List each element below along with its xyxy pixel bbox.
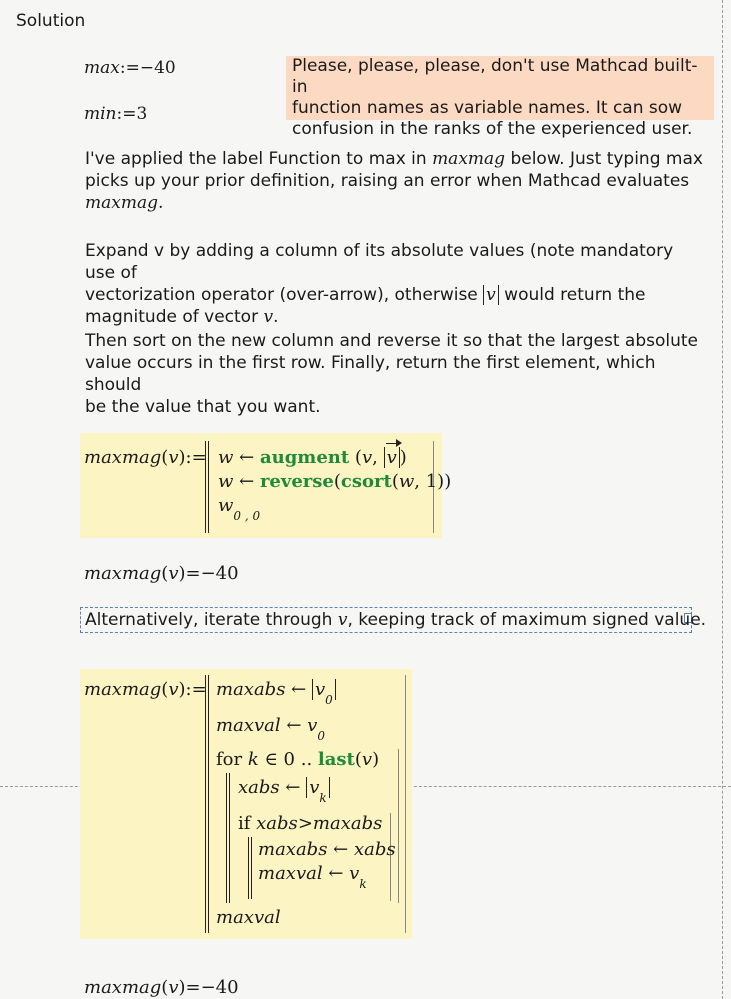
prog2-l7-var: maxval xyxy=(258,863,323,884)
para1-math-d: maxmag xyxy=(85,193,158,213)
para2-text-a: Expand v by adding a column of its absolute values (note mandatory use of xyxy=(85,241,674,283)
prog2-line-2: maxval ← $v_0$ xyxy=(216,715,325,743)
max-value: −40 xyxy=(139,58,176,78)
note-line-1: Please, please, please, don't use Mathcad built-in xyxy=(292,56,698,97)
alt-text-a: Alternatively, iterate through xyxy=(85,610,338,630)
alternative-text-region[interactable] xyxy=(80,607,707,633)
for-keyword: for xyxy=(216,749,243,770)
result-2[interactable]: maxmag(v)=−40 xyxy=(84,977,239,998)
prog2-line-1: maxabs ← $v_0$ xyxy=(216,679,336,700)
para1-text-a: I've applied the label Function to max in xyxy=(85,149,433,169)
prog2-arg: v xyxy=(168,679,179,700)
prog2-for-line: for k ∈ 0 .. last(v) xyxy=(216,749,380,770)
prog1-bar xyxy=(205,441,209,533)
for-range: ∈ 0 .. xyxy=(264,749,313,770)
para2-text-d: magnitude of vector xyxy=(85,307,264,327)
prog2-line-4: xabs ← $v_k$ xyxy=(238,777,330,798)
prog1-l2-a: w xyxy=(398,471,415,492)
max-definition[interactable] xyxy=(84,58,176,78)
prog1-name: maxmag xyxy=(84,447,162,468)
prog2-signature: maxmag(v):= xyxy=(84,679,207,700)
min-value: 3 xyxy=(136,104,148,124)
prog2-outer-right-bar xyxy=(405,675,406,933)
alt-text-b: , keeping track of maximum signed value. xyxy=(347,610,707,630)
note-line-3: confusion in the ranks of the experienced user. xyxy=(292,119,693,139)
prog1-l1-absv: v xyxy=(384,447,400,468)
para2-math-v: v xyxy=(263,307,274,327)
prog2-l1-var: maxabs xyxy=(216,679,286,700)
prog1-l3-sub: 0 , 0 xyxy=(233,509,261,523)
abs-v: v xyxy=(483,285,499,305)
result1-name: maxmag xyxy=(84,563,162,584)
prog2-l1-v: v xyxy=(314,679,326,700)
para2-text-b: vectorization operator (over-arrow), otherwise xyxy=(85,285,484,305)
result2-name: maxmag xyxy=(84,977,162,998)
prog1-line-3 xyxy=(218,495,261,523)
prog2-return-var: maxval xyxy=(216,907,281,928)
prog2-outer-bar xyxy=(205,675,209,933)
prog2-line-7: maxval ← $v_k$ xyxy=(258,863,367,891)
result-1[interactable]: maxmag(v)=−40 xyxy=(84,563,239,584)
prog2-name: maxmag xyxy=(84,679,162,700)
prog1-l1-var: w xyxy=(218,447,234,468)
if-keyword: if xyxy=(238,813,251,834)
alt-math-v: v xyxy=(337,610,348,630)
prog2-l2-v: v xyxy=(307,715,318,736)
paragraph-label-function[interactable] xyxy=(85,148,705,214)
para1-tail: . xyxy=(157,193,164,213)
para3-text-b: value occurs in the first row. Finally, return the first element, which should xyxy=(85,353,656,395)
prog1-l3-var: w xyxy=(218,495,234,516)
prog1-line-2: w ← reverse(csort(w, 1)) xyxy=(218,471,452,492)
para3-text-c: be the value that you want. xyxy=(85,397,321,417)
prog2-for-bar xyxy=(226,773,230,903)
prog2-l7-v: v xyxy=(349,863,360,884)
result1-value: −40 xyxy=(200,563,239,584)
last-fn: last xyxy=(317,749,355,770)
result2-value: −40 xyxy=(200,977,239,998)
solution-heading: Solution xyxy=(16,11,86,31)
prog2-l4-sub: k xyxy=(319,791,327,805)
assign-op: := xyxy=(116,104,137,124)
prog2-if-line xyxy=(238,813,382,834)
assign-op: := xyxy=(119,58,140,78)
max-var: max xyxy=(84,58,120,78)
result1-arg: v xyxy=(168,563,179,584)
para2-tail: . xyxy=(273,307,279,327)
prog2-l1-sub: 0 xyxy=(325,693,333,707)
para1-math-a: maxmag xyxy=(432,149,506,169)
prog1-l2-b: 1 xyxy=(425,471,438,492)
page-right-boundary xyxy=(722,0,723,999)
prog2-if-bar xyxy=(248,837,252,899)
prog2-l2-sub: 0 xyxy=(317,729,325,743)
program-1-region[interactable] xyxy=(80,433,452,538)
vectorize-operator xyxy=(384,447,400,468)
if-lhs: xabs xyxy=(256,813,298,834)
prog1-l2-var: w xyxy=(218,471,234,492)
para3-text-a: Then sort on the new column and reverse it so that the largest absolute xyxy=(85,331,698,351)
prog2-line-6: maxabs ← xabs xyxy=(258,839,396,860)
prog2-l6-rhs: xabs xyxy=(353,839,396,860)
reverse-fn: reverse xyxy=(259,471,334,492)
for-var: k xyxy=(247,749,259,770)
prog2-assign: := xyxy=(185,679,207,700)
augment-fn: augment xyxy=(259,447,350,468)
prog1-signature: maxmag(v):= xyxy=(84,447,207,468)
result2-arg: v xyxy=(168,977,179,998)
prog2-l4-v: v xyxy=(309,777,320,798)
prog1-line-1: w ← augment (v, v ) xyxy=(218,447,407,468)
if-op: > xyxy=(297,813,313,834)
prog1-assign: := xyxy=(185,447,207,468)
paragraph-expand-v[interactable] xyxy=(85,240,705,328)
para1-text-b: below. Just typing max xyxy=(505,149,703,169)
prog2-for-right-bar xyxy=(398,749,399,903)
prog2-l7-sub: k xyxy=(359,877,367,891)
prog1-l1-arg: v xyxy=(361,447,373,468)
prog1-arg: v xyxy=(168,447,179,468)
min-var: min xyxy=(84,104,117,124)
if-rhs: maxabs xyxy=(312,813,383,834)
prog2-return xyxy=(216,907,281,928)
for-arg: v xyxy=(361,749,373,770)
prog2-l4-var: xabs xyxy=(238,777,280,798)
min-definition[interactable] xyxy=(84,104,147,124)
csort-fn: csort xyxy=(340,471,392,492)
program-2-region[interactable] xyxy=(80,669,412,939)
para2-text-c: would return the xyxy=(498,285,646,305)
paragraph-sort[interactable] xyxy=(85,330,705,418)
para1-text-c: picks up your prior definition, raising an error when Mathcad evaluates xyxy=(85,171,690,191)
prog2-l6-var: maxabs xyxy=(258,839,328,860)
warning-note[interactable] xyxy=(286,56,714,139)
note-line-2: function names as variable names. It can sow xyxy=(292,98,683,118)
prog2-l2-var: maxval xyxy=(216,715,281,736)
